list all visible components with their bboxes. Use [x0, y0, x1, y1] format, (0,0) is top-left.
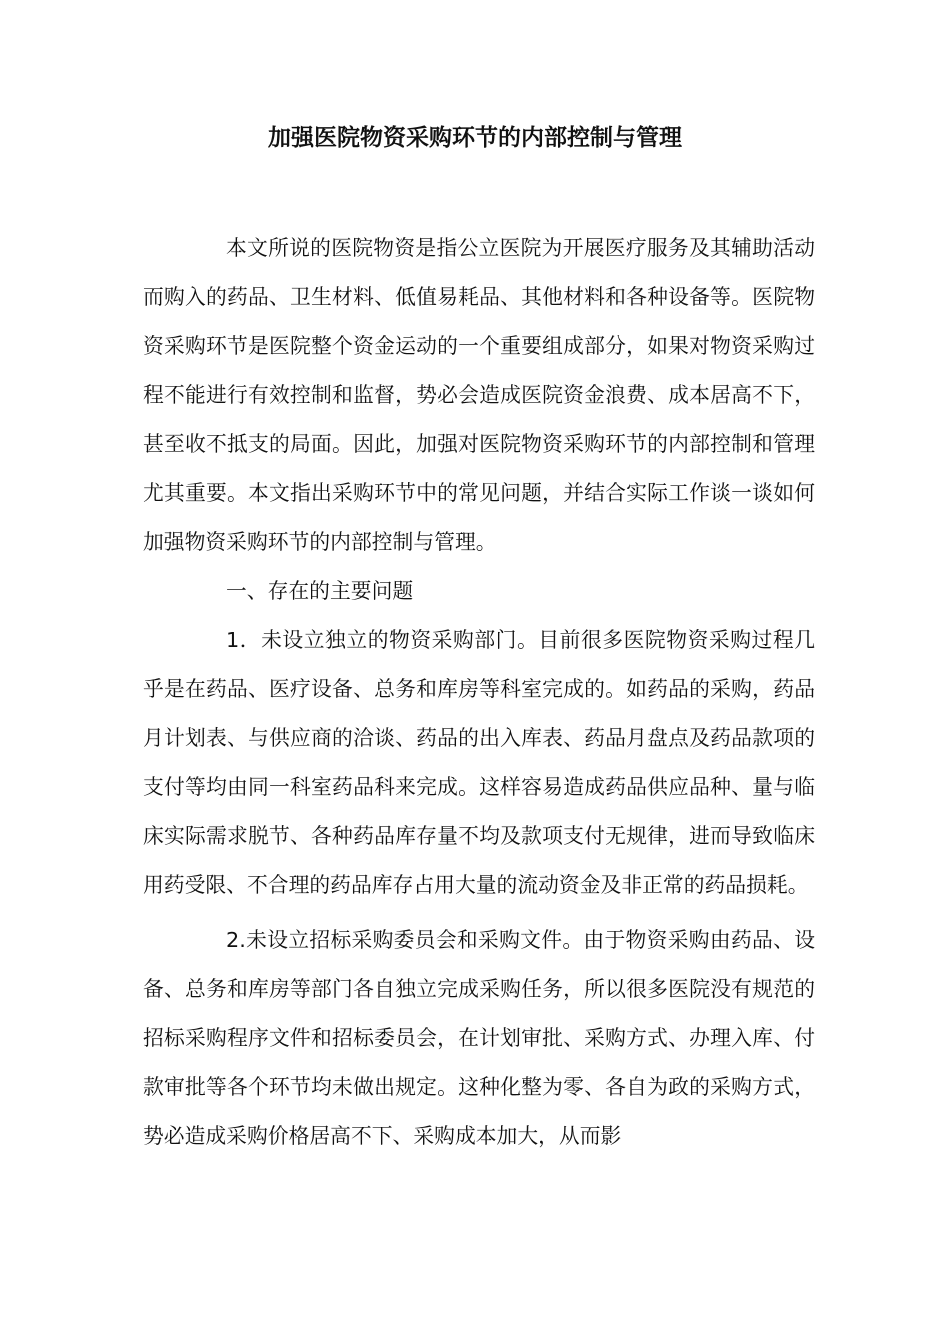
paragraph-intro: 本文所说的医院物资是指公立医院为开展医疗服务及其辅助活动而购入的药品、卫生材料、低值易耗品、其他材料和各种设备等。医院物资采购环节是医院整个资金运动的一个重要组成部分，如果对物资采购过程不能进行有效控制和监督，势必会造成医院资金浪费、成本居高不下，甚至收不抵支的局面。因此，加强对医院物资采购环节的内部控制和管理尤其重要。本文指出采购环节中的常见问题，并结合实际工作谈一谈如何加强物资采购环节的内部控制与管理。 [143, 236, 815, 554]
paragraph-problem-2: 2.未设立招标采购委员会和采购文件。由于物资采购由药品、设备、总务和库房等部门各自独立完成采购任务，所以很多医院没有规范的招标采购程序文件和招标委员会，在计划审批、采购方式、办理入库、付款审批等各个环节均未做出规定。这种化整为零、各自为政的采购方式，势必造成采购价格居高不下、采购成本加大，从而影 [143, 928, 815, 1148]
document-body [143, 224, 815, 1161]
document-title: 加强医院物资采购环节的内部控制与管理 [268, 125, 682, 151]
paragraph-problem-1: 1．未设立独立的物资采购部门。目前很多医院物资采购过程几乎是在药品、医疗设备、总务和库房等科室完成的。如药品的采购，药品月计划表、与供应商的洽谈、药品的出入库表、药品月盘点及药品款项的支付等均由同一科室药品科来完成。这样容易造成药品供应品种、量与临床实际需求脱节、各种药品库存量不均及款项支付无规律，进而导致临床用药受限、不合理的药品库存占用大量的流动资金及非正常的药品损耗。 [143, 628, 815, 897]
section-heading-main-problems: 一、存在的主要问题 [226, 579, 414, 603]
